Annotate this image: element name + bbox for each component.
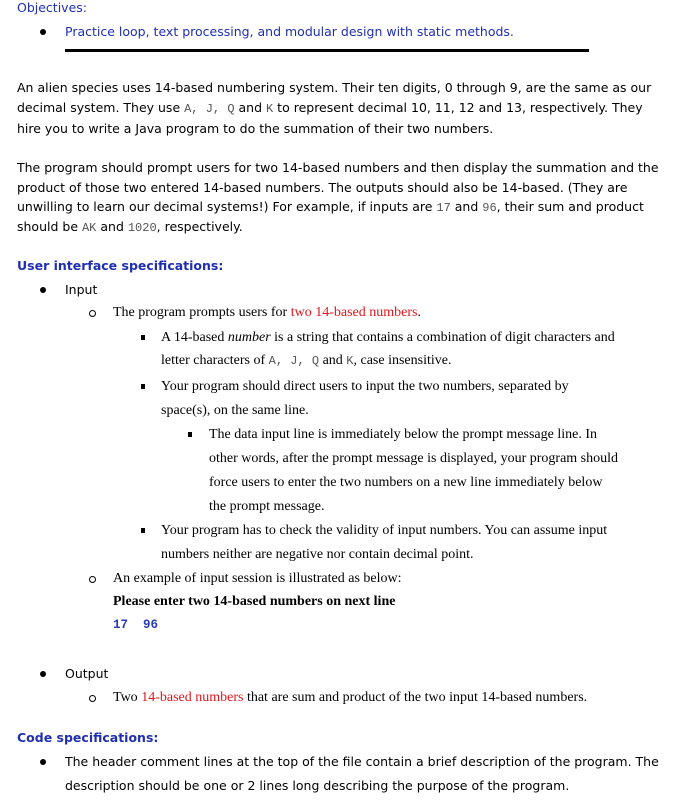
example-prompt: Please enter two 14-based numbers on next line xyxy=(113,594,396,609)
spec-sub-line-1: The data input line is immediately below the prompt message line. In xyxy=(209,427,598,442)
bullet-circle xyxy=(89,310,96,317)
prompt-item: The program prompts users for two 14-based numbers. xyxy=(113,305,421,320)
spec-direct-line-1: Your program should direct users to input the two numbers, separated by xyxy=(161,379,569,394)
example-input: 17 96 xyxy=(113,618,159,632)
bullet-circle xyxy=(89,576,96,583)
para2-line-3: unwilling to learn our decimal systems!) For example, if inputs are 17 and 96, their sum and product xyxy=(17,199,644,215)
bullet-dot xyxy=(40,671,46,677)
objectives-heading: Objectives: xyxy=(17,0,87,15)
intro-line-2: decimal system. They use A, J, Q and K to represent decimal 10, 11, 12 and 13, respectively. They xyxy=(17,100,643,116)
code-spec-heading: Code specifications: xyxy=(17,730,159,745)
input-label: Input xyxy=(65,282,98,297)
code-spec-line-2: description should be one or 2 lines long describing the purpose of the program. xyxy=(65,778,570,793)
intro-line-3: hire you to write a Java program to do the summation of their two numbers. xyxy=(17,121,494,136)
code-spec-line-1: The header comment lines at the top of the file contain a brief description of the program. The xyxy=(65,754,659,769)
spec-sub-line-2: other words, after the prompt message is displayed, your program should xyxy=(209,451,619,466)
bullet-square xyxy=(188,432,192,437)
bullet-square xyxy=(141,528,145,533)
objectives-item: Practice loop, text processing, and modular design with static methods. xyxy=(65,24,514,39)
spec-number-line-1: A 14-based number is a string that contains a combination of digit characters and xyxy=(161,330,615,345)
example-intro: An example of input session is illustrated as below: xyxy=(113,571,402,586)
para2-line-4: should be AK and 1020, respectively. xyxy=(17,219,243,235)
spec-number-line-2: letter characters of A, J, Q and K, case insensitive. xyxy=(161,353,452,368)
spec-direct-line-2: space(s), on the same line. xyxy=(161,403,309,418)
bullet-square xyxy=(141,335,145,340)
output-label: Output xyxy=(65,666,109,681)
bullet-dot xyxy=(40,759,46,765)
bullet-circle xyxy=(89,695,96,702)
bullet-dot xyxy=(40,29,46,35)
output-item: Two 14-based numbers that are sum and product of the two input 14-based numbers. xyxy=(113,690,588,705)
spec-validity-line-1: Your program has to check the validity of input numbers. You can assume input xyxy=(161,523,608,538)
spec-sub-line-3: force users to enter the two numbers on a new line immediately below xyxy=(209,475,603,490)
section-divider xyxy=(65,49,589,52)
bullet-dot xyxy=(40,287,46,293)
bullet-square xyxy=(141,384,145,389)
spec-sub-line-4: the prompt message. xyxy=(209,499,325,514)
spec-validity-line-2: numbers neither are negative nor contain decimal point. xyxy=(161,547,474,562)
intro-line-1: An alien species uses 14-based numbering system. Their ten digits, 0 through 9, are the same as our xyxy=(17,80,652,95)
para2-line-2: product of those two entered 14-based numbers. The outputs should also be 14-based. (They are xyxy=(17,180,628,195)
ui-spec-heading: User interface specifications: xyxy=(17,258,224,273)
para2-line-1: The program should prompt users for two 14-based numbers and then display the summation and the xyxy=(17,160,659,175)
